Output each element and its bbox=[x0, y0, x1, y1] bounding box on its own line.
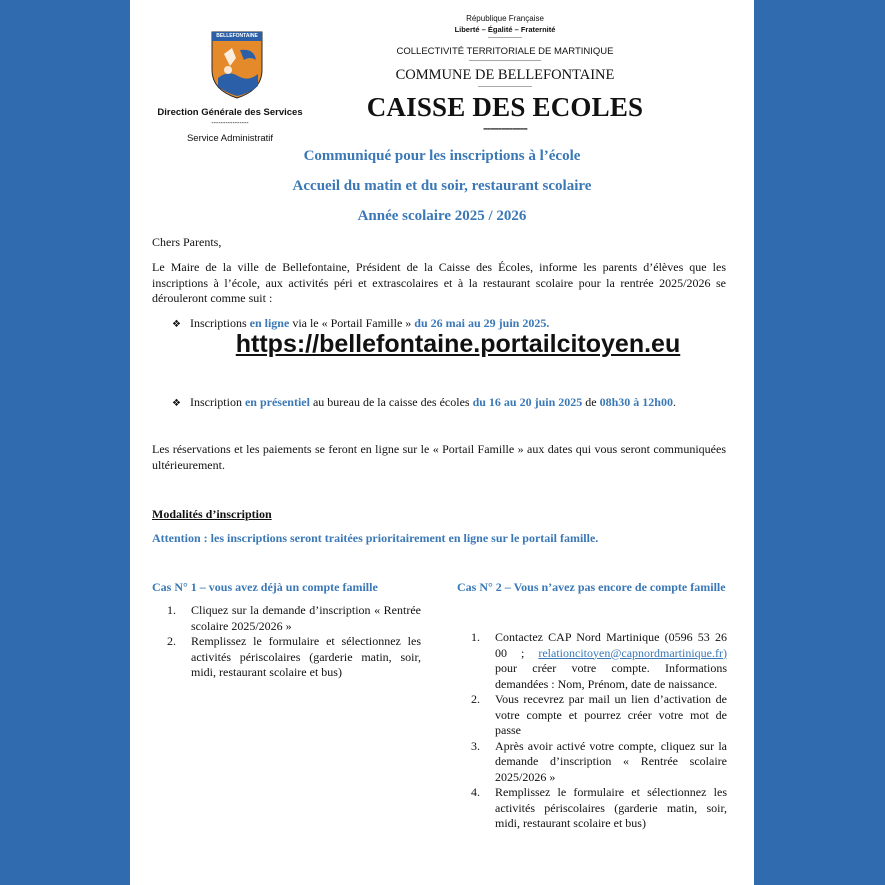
cas1-list bbox=[167, 603, 421, 681]
cas2-title: Cas N° 2 – Vous n’avez pas encore de compte famille bbox=[457, 580, 726, 594]
bullet-presentiel-dates: du 16 au 20 juin 2025 bbox=[472, 395, 583, 409]
separator-3: --------------------------- bbox=[478, 84, 532, 90]
bullet-presentiel-text-b: en présentiel bbox=[244, 395, 310, 409]
bullet-online bbox=[172, 316, 732, 331]
bullet-icon: ❖ bbox=[172, 398, 181, 409]
cas1-title: Cas N° 1 – vous avez déjà un compte famille bbox=[152, 580, 378, 594]
bullet-presentiel-hours: 08h30 à 12h00 bbox=[599, 395, 673, 409]
heading-communique: Communiqué pour les inscriptions à l’école bbox=[303, 148, 581, 164]
bullet-online-text-a: Inscriptions bbox=[189, 316, 250, 330]
portal-url-link[interactable]: https://bellefontaine.portailcitoyen.eu bbox=[235, 330, 681, 358]
heading-accueil: Accueil du matin et du soir, restaurant scolaire bbox=[292, 178, 592, 194]
list-item: 2. Remplissez le formulaire et sélectionnez les activités périscolaires (garderie matin, soir, midi, restaurant scolaire et bus) bbox=[167, 634, 421, 679]
intro-paragraph: Le Maire de la ville de Bellefontaine, Président de la Caisse des Écoles, informe les parents d’élèves que les inscriptions à l’école, aux activités péri et extrascolaires et à la restaurant scolaire pour la rentrée 2025/2026 se dérouleront comme suit : bbox=[152, 260, 726, 305]
coat-of-arms-logo bbox=[210, 30, 264, 100]
republic-label: République Française bbox=[466, 14, 544, 23]
document-page bbox=[130, 0, 754, 885]
bullet-online-text-b: en ligne bbox=[249, 316, 290, 330]
service-label: Service Administratif bbox=[186, 133, 274, 144]
commune-label: COMMUNE DE BELLEFONTAINE bbox=[395, 67, 615, 83]
modalites-title: Modalités d’inscription bbox=[152, 507, 272, 521]
reservations-paragraph: Les réservations et les paiements se feront en ligne sur le « Portail Famille » aux dates qui vous seront communiquées ultérieurement. bbox=[152, 442, 726, 472]
bullet-presentiel-text-a: Inscription bbox=[189, 395, 245, 409]
attention-note: Attention : les inscriptions seront traitées prioritairement en ligne sur le portail famille. bbox=[152, 531, 599, 545]
bullet-icon: ❖ bbox=[172, 319, 181, 330]
list-item: 4. Remplissez le formulaire et sélectionnez les activités périscolaires (garderie matin, soir, midi, restaurant scolaire et bus) bbox=[471, 785, 727, 830]
bullet-presentiel-text-e: de bbox=[582, 395, 600, 409]
bullet-online-dates: du 26 mai au 29 juin 2025. bbox=[414, 316, 550, 330]
list-item: 1. Contactez CAP Nord Martinique (0596 53 26 00 ; relationcitoyen@capnordmartinique.fr) pour créer votre compte. Informations demandées : Nom, Prénom, date de naissance. bbox=[471, 630, 727, 691]
cas2-list bbox=[471, 630, 727, 832]
email-link[interactable]: relationcitoyen@capnordmartinique.fr) bbox=[538, 645, 727, 660]
list-item: 1. Cliquez sur la demande d’inscription « Rentrée scolaire 2025/2026 » bbox=[167, 603, 421, 633]
title-rule: ------------ bbox=[483, 121, 527, 136]
bullet-presentiel bbox=[172, 395, 742, 410]
greeting: Chers Parents, bbox=[152, 235, 222, 249]
direction-label: Direction Générale des Services bbox=[157, 107, 303, 118]
separator-1: ----------------- bbox=[488, 35, 522, 41]
collectivity-label: COLLECTIVITÉ TERRITORIALE DE MARTINIQUE bbox=[396, 46, 614, 57]
direction-separator: ---------------- bbox=[211, 120, 249, 127]
separator-2: ------------------------------------ bbox=[469, 58, 541, 64]
logo-text: BELLEFONTAINE bbox=[216, 33, 258, 39]
list-item: 2. Vous recevrez par mail un lien d’activation de votre compte et pourrez créer votre mot de passe bbox=[471, 692, 727, 737]
heading-annee: Année scolaire 2025 / 2026 bbox=[357, 208, 527, 224]
bullet-presentiel-text-c: au bureau de la caisse des écoles bbox=[309, 395, 473, 409]
list-item: 3. Après avoir activé votre compte, cliquez sur la demande d’inscription « Rentrée scolaire 2025/2026 » bbox=[471, 738, 727, 784]
bullet-presentiel-text-g: . bbox=[672, 395, 676, 409]
motto-label: Liberté – Égalité – Fraternité bbox=[454, 25, 556, 34]
page-title: CAISSE DES ECOLES bbox=[366, 92, 644, 122]
bullet-online-text-c: via le « Portail Famille » bbox=[289, 316, 415, 330]
